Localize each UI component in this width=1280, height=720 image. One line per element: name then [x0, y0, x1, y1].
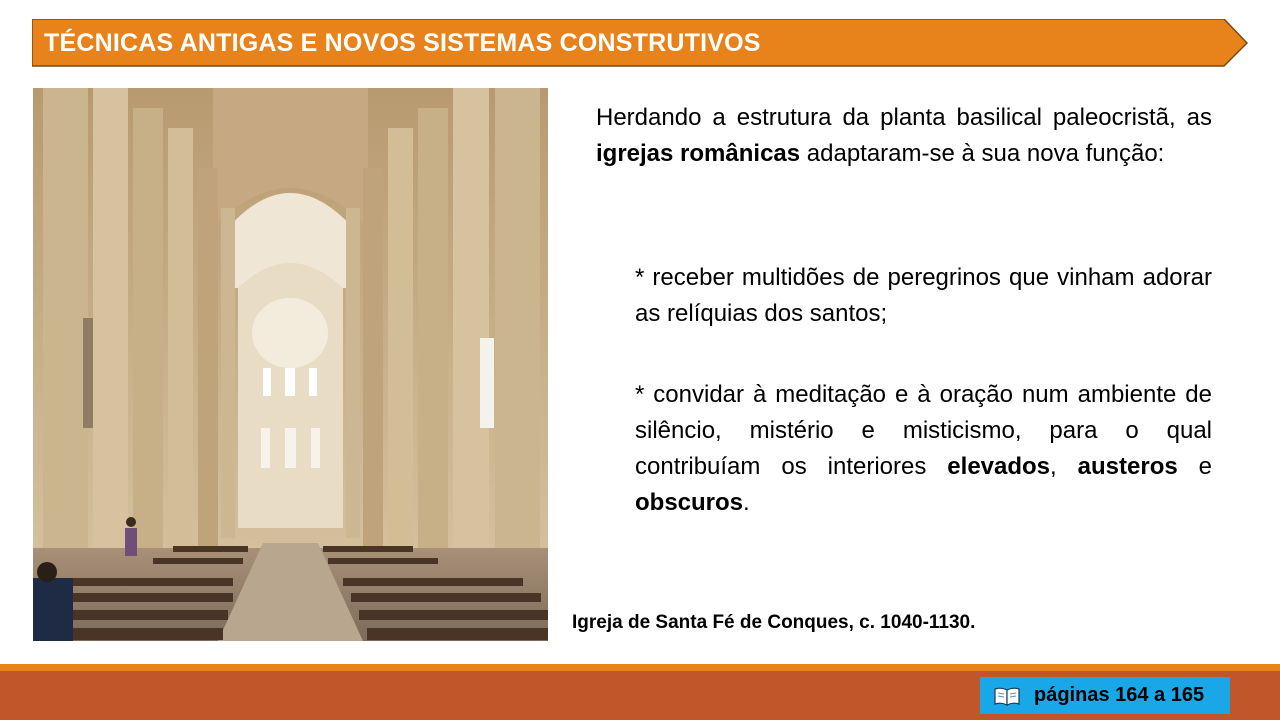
title-banner: [32, 19, 1248, 67]
church-interior-photo: [33, 88, 548, 641]
intro-text-2: adaptaram-se à sua nova função:: [800, 140, 1165, 167]
separator-1: ,: [1050, 453, 1078, 480]
bold-austeros: austeros: [1077, 453, 1178, 480]
bold-obscuros: obscuros: [635, 489, 744, 516]
bullet-pilgrims: [635, 260, 1212, 332]
footer-accent-line: [0, 664, 1280, 671]
intro-paragraph: [596, 100, 1212, 172]
bold-elevados: elevados: [947, 453, 1051, 480]
book-icon: [994, 686, 1020, 706]
sentence-end: .: [743, 489, 750, 516]
bullet-meditation-text: * convidar à meditação e à oração num ambiente de silêncio, mistério e misticismo, para o qual contribuíam os interiores: [635, 381, 1212, 480]
separator-2: e: [1177, 453, 1212, 480]
photo-caption: Igreja de Santa Fé de Conques, c. 1040-1130.: [572, 612, 976, 633]
bullet-meditation: [635, 377, 1212, 521]
bullet-pilgrims-text: * receber multidões de peregrinos que vinham adorar as relíquias dos santos;: [635, 264, 1212, 327]
intro-bold-1: igrejas românicas: [596, 140, 801, 167]
intro-text-1: Herdando a estrutura da planta basilical paleocristã, as: [596, 104, 1212, 131]
pages-reference-badge: [980, 677, 1230, 714]
page-title: TÉCNICAS ANTIGAS E NOVOS SISTEMAS CONSTRUTIVOS: [44, 29, 761, 57]
pages-label: páginas 164 a 165: [1034, 684, 1205, 706]
